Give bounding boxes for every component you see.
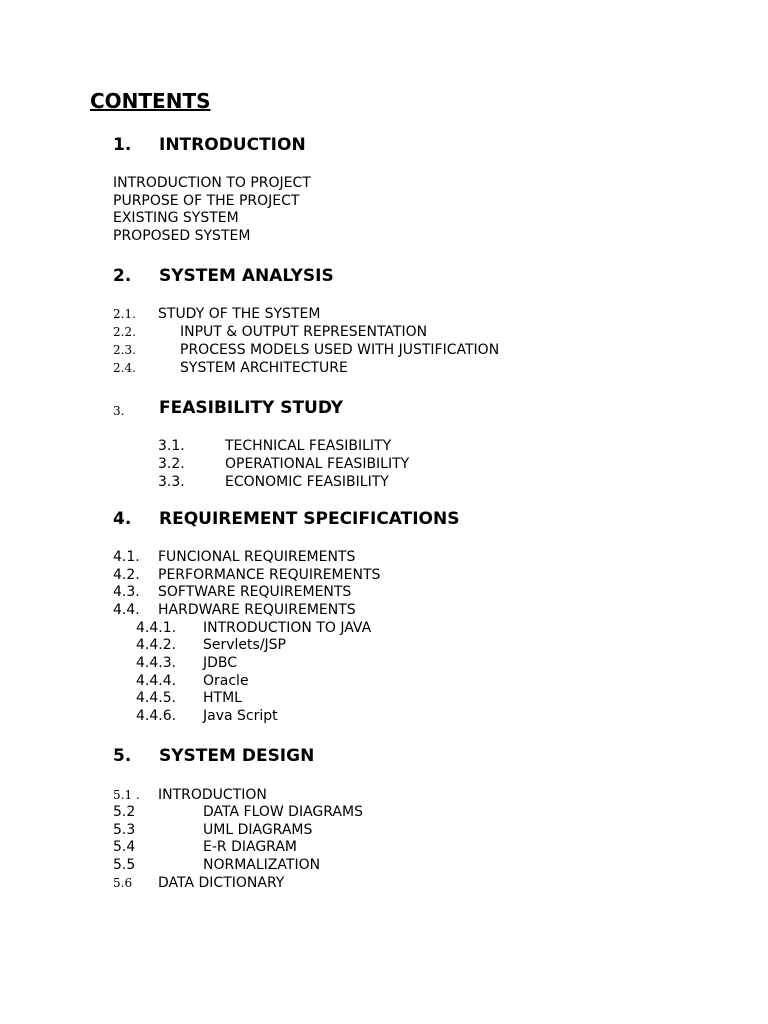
toc-entry-label: PROPOSED SYSTEM bbox=[113, 228, 251, 244]
toc-entry-label: Servlets/JSP bbox=[203, 637, 287, 653]
toc-entry-label: E-R DIAGRAM bbox=[203, 839, 297, 855]
toc-entry-number: 4.2. bbox=[113, 567, 140, 583]
toc-entry-number: 5.1 . bbox=[113, 788, 140, 802]
toc-entry-label: NORMALIZATION bbox=[203, 857, 321, 873]
toc-entry-label: Oracle bbox=[203, 673, 249, 689]
toc-entry-number: 4.1. bbox=[113, 549, 140, 565]
toc-entry-label: ECONOMIC FEASIBILITY bbox=[225, 474, 389, 490]
toc-entry-number: 4.4.5. bbox=[136, 690, 177, 706]
toc-entry-label: SOFTWARE REQUIREMENTS bbox=[158, 584, 352, 600]
toc-entry-label: PURPOSE OF THE PROJECT bbox=[113, 193, 300, 209]
toc-entry-number: 3.2. bbox=[158, 456, 185, 472]
toc-entry-label: DATA DICTIONARY bbox=[158, 875, 285, 891]
toc-entry-label: INTRODUCTION bbox=[158, 787, 267, 803]
toc-entry-number: 4.4.2. bbox=[136, 637, 177, 653]
toc-entry-label: Java Script bbox=[203, 708, 278, 724]
toc-entry-number: 2.3. bbox=[113, 343, 136, 357]
section-number: 2. bbox=[113, 266, 132, 286]
toc-entry-number: 2.4. bbox=[113, 361, 136, 375]
toc-entry-number: 2.1. bbox=[113, 307, 136, 321]
toc-entry-label: JDBC bbox=[203, 655, 238, 671]
toc-entry-label: HARDWARE REQUIREMENTS bbox=[158, 602, 356, 618]
toc-entry-label: STUDY OF THE SYSTEM bbox=[158, 306, 321, 322]
toc-entry-label: FUNCIONAL REQUIREMENTS bbox=[158, 549, 356, 565]
toc-entry-number: 3.3. bbox=[158, 474, 185, 490]
section-title: INTRODUCTION bbox=[159, 135, 306, 155]
toc-entry-label: INPUT & OUTPUT REPRESENTATION bbox=[180, 324, 428, 340]
toc-entry-label: TECHNICAL FEASIBILITY bbox=[225, 438, 392, 454]
section-number: 1. bbox=[113, 135, 132, 155]
toc-entry-number: 5.2 bbox=[113, 804, 136, 820]
toc-entry-number: 4.4.4. bbox=[136, 673, 177, 689]
section-title: SYSTEM DESIGN bbox=[159, 746, 315, 766]
section-title: FEASIBILITY STUDY bbox=[159, 398, 344, 418]
section-title: REQUIREMENT SPECIFICATIONS bbox=[159, 509, 460, 529]
toc-entry-number: 4.4.3. bbox=[136, 655, 177, 671]
section-number: 5. bbox=[113, 746, 132, 766]
toc-entry-number: 4.4.1. bbox=[136, 620, 177, 636]
toc-entry-label: SYSTEM ARCHITECTURE bbox=[180, 360, 348, 376]
toc-entry-label: PERFORMANCE REQUIREMENTS bbox=[158, 567, 381, 583]
toc-entry-label: OPERATIONAL FEASIBILITY bbox=[225, 456, 410, 472]
section-title: SYSTEM ANALYSIS bbox=[159, 266, 334, 286]
toc-entry-number: 5.3 bbox=[113, 822, 136, 838]
toc-entry-label: PROCESS MODELS USED WITH JUSTIFICATION bbox=[180, 342, 500, 358]
toc-entry-label: UML DIAGRAMS bbox=[203, 822, 313, 838]
toc-entry-label: INTRODUCTION TO JAVA bbox=[203, 620, 372, 636]
toc-entry-number: 5.6 bbox=[113, 876, 133, 890]
section-number: 4. bbox=[113, 509, 132, 529]
toc-entry-label: DATA FLOW DIAGRAMS bbox=[203, 804, 363, 820]
toc-entry-number: 4.3. bbox=[113, 584, 140, 600]
toc-entry-label: INTRODUCTION TO PROJECT bbox=[113, 175, 311, 191]
toc-entry-number: 5.5 bbox=[113, 857, 136, 873]
toc-entry-label: EXISTING SYSTEM bbox=[113, 210, 239, 226]
page-title: CONTENTS bbox=[90, 89, 211, 113]
toc-entry-label: HTML bbox=[203, 690, 242, 706]
toc-entry-number: 3.1. bbox=[158, 438, 185, 454]
section-number: 3. bbox=[113, 404, 125, 418]
toc-entry-number: 2.2. bbox=[113, 325, 136, 339]
toc-entry-number: 5.4 bbox=[113, 839, 136, 855]
toc-entry-number: 4.4.6. bbox=[136, 708, 177, 724]
toc-entry-number: 4.4. bbox=[113, 602, 140, 618]
